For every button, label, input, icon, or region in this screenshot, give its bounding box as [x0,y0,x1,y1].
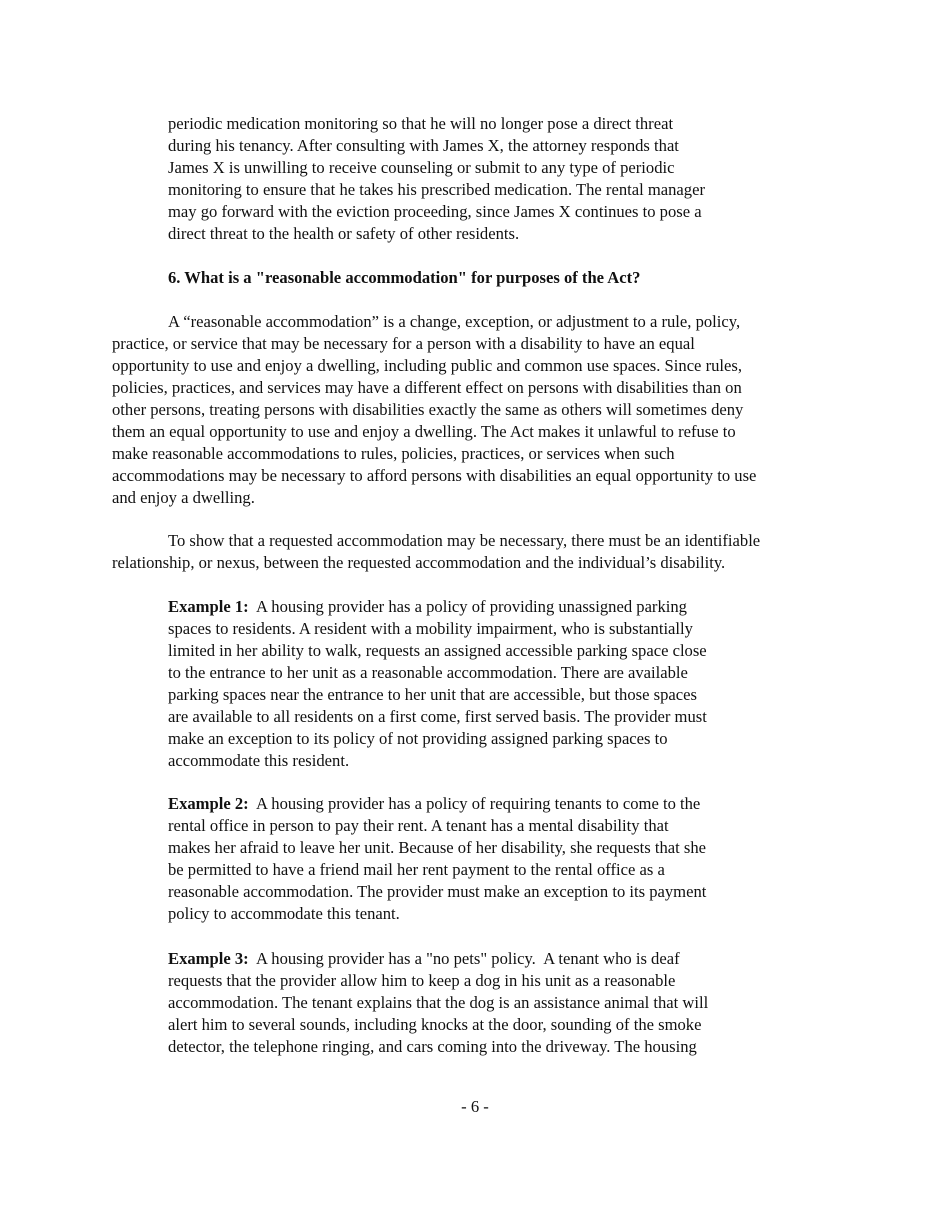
example-3-line: accommodation. The tenant explains that the dog is an assistance animal that will [168,993,709,1012]
example-2-line: reasonable accommodation. The provider must make an exception to its payment [168,882,707,901]
page-number: - 6 - [461,1097,489,1116]
example-2-line: rental office in person to pay their rent. A tenant has a mental disability that [168,816,669,835]
definition-line: other persons, treating persons with disabilities exactly the same as others will sometimes deny [112,400,744,419]
example-3-line: alert him to several sounds, including knocks at the door, sounding of the smoke [168,1015,702,1034]
definition-line: accommodations may be necessary to afford persons with disabilities an equal opportunity to use [112,466,757,485]
example-1-first-line-text: A housing provider has a policy of providing unassigned parking [248,597,687,616]
definition-line: A “reasonable accommodation” is a change, exception, or adjustment to a rule, policy, [168,312,741,331]
definition-paragraph [112,311,842,509]
nexus-paragraph [112,530,842,574]
example-2-first-line-text: A housing provider has a policy of requiring tenants to come to the [248,794,701,813]
example-3 [168,948,848,1058]
definition-line: and enjoy a dwelling. [112,488,255,507]
example-1-line: are available to all residents on a first come, first served basis. The provider must [168,707,707,726]
example-1-line: to the entrance to her unit as a reasonable accommodation. There are available [168,663,688,682]
example-3-line: detector, the telephone ringing, and cars coming into the driveway. The housing [168,1037,697,1056]
example-1-line: accommodate this resident. [168,751,350,770]
definition-line: make reasonable accommodations to rules, policies, practices, or services when such [112,444,675,463]
example-3-first-line-text: A housing provider has a "no pets" policy. A tenant who is deaf [248,949,680,968]
definition-line: policies, practices, and services may have a different effect on persons with disabilities than on [112,378,742,397]
nexus-line: To show that a requested accommodation may be necessary, there must be an identifiable [168,531,761,550]
intro-line: may go forward with the eviction proceeding, since James X continues to pose a [168,202,702,221]
example-2 [168,793,848,925]
example-2-line: policy to accommodate this tenant. [168,904,400,923]
example-3-line: requests that the provider allow him to keep a dog in his unit as a reasonable [168,971,676,990]
example-2-label: Example 2: [168,794,249,813]
example-1-line: limited in her ability to walk, requests an assigned accessible parking space close [168,641,707,660]
definition-line: opportunity to use and enjoy a dwelling, including public and common use spaces. Since rules, [112,356,742,375]
intro-line: James X is unwilling to receive counseling or submit to any type of periodic [168,158,675,177]
intro-paragraph [168,113,848,245]
example-1-line: make an exception to its policy of not providing assigned parking spaces to [168,729,668,748]
example-1-first-line [168,596,848,618]
definition-line: practice, or service that may be necessary for a person with a disability to have an equal [112,334,695,353]
example-3-first-line [168,948,848,970]
example-1-line: spaces to residents. A resident with a mobility impairment, who is substantially [168,619,693,638]
intro-line: periodic medication monitoring so that he will no longer pose a direct threat [168,114,674,133]
section-heading-text: 6. What is a "reasonable accommodation" for purposes of the Act? [168,268,641,287]
nexus-line: relationship, or nexus, between the requested accommodation and the individual’s disability. [112,553,726,572]
example-2-first-line [168,793,848,815]
example-1-label: Example 1: [168,597,249,616]
example-2-line: makes her afraid to leave her unit. Because of her disability, she requests that she [168,838,707,857]
example-1-line: parking spaces near the entrance to her unit that are accessible, but those spaces [168,685,697,704]
example-1 [168,596,848,772]
intro-line: direct threat to the health or safety of other residents. [168,224,520,243]
example-2-line: be permitted to have a friend mail her rent payment to the rental office as a [168,860,665,879]
intro-line: monitoring to ensure that he takes his prescribed medication. The rental manager [168,180,705,199]
section-heading [168,267,848,289]
example-3-label: Example 3: [168,949,249,968]
intro-line: during his tenancy. After consulting with James X, the attorney responds that [168,136,679,155]
definition-line: them an equal opportunity to use and enjoy a dwelling. The Act makes it unlawful to refuse to [112,422,736,441]
